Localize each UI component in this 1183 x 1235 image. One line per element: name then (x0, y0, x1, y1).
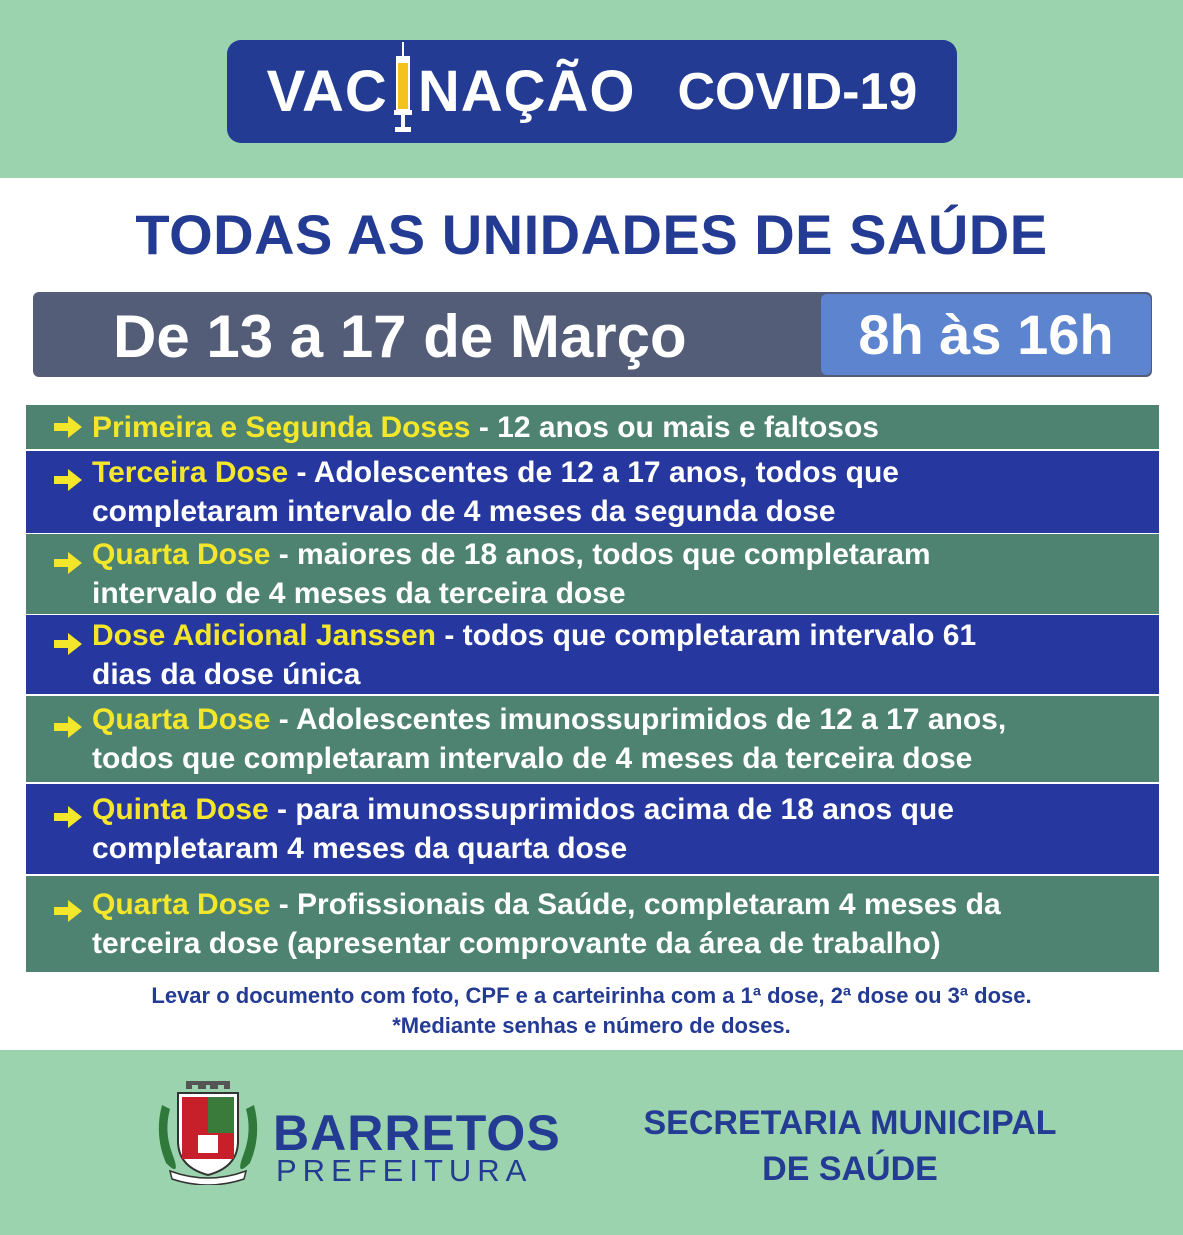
row-text-line2: dias da dose única (92, 657, 361, 691)
page-subtitle: TODAS AS UNIDADES DE SAÚDE (135, 203, 1048, 266)
title-text-part1: VAC (266, 59, 388, 124)
schedule-row (26, 876, 1159, 972)
row-text-line2: intervalo de 4 meses da terceira dose (92, 577, 626, 610)
schedule-row (26, 534, 1159, 614)
row-highlight: Quarta Dose (92, 888, 271, 921)
documents-note: Levar o documento com foto, CPF e a carteirinha com a 1ª dose, 2ª dose ou 3ª dose. (151, 983, 1032, 1008)
city-crest-icon (152, 1075, 264, 1185)
row-text: - Adolescentes imunossuprimidos de 12 a 17 anos, (270, 703, 1007, 736)
schedule-row (26, 696, 1159, 782)
row-highlight: Terceira Dose (92, 456, 289, 489)
row-highlight: Quinta Dose (92, 793, 269, 826)
schedule-list (26, 405, 1159, 972)
arrow-right-icon (54, 806, 82, 828)
arrow-right-icon (54, 469, 82, 491)
title-banner (227, 40, 957, 143)
arrow-right-icon (54, 416, 82, 438)
title-text-part2: NAÇÃO (417, 59, 636, 124)
syringe-icon (390, 42, 416, 138)
schedule-row (26, 405, 1159, 449)
row-text-line2: terceira dose (apresentar comprovante da área de trabalho) (92, 927, 941, 960)
opening-hours: 8h às 16h (821, 294, 1151, 375)
row-highlight: Quarta Dose (92, 538, 271, 571)
schedule-row (26, 451, 1159, 533)
tickets-note: *Mediante senhas e número de doses. (392, 1013, 791, 1038)
row-text: - para imunossuprimidos acima de 18 anos que (268, 793, 954, 826)
title-covid: COVID-19 (677, 62, 918, 121)
row-text: - maiores de 18 anos, todos que completaram (270, 538, 931, 571)
date-bar (33, 292, 1152, 377)
row-highlight: Dose Adicional Janssen (92, 618, 437, 652)
brand-subtitle: PREFEITURA (276, 1153, 533, 1188)
arrow-right-icon (54, 900, 82, 922)
row-highlight: Quarta Dose (92, 703, 271, 736)
row-text: - Profissionais da Saúde, completaram 4 meses da (270, 888, 1001, 921)
row-text: - Adolescentes de 12 a 17 anos, todos que (288, 456, 899, 489)
brand-name: BARRETOS (273, 1105, 561, 1161)
row-text-line2: todos que completaram intervalo de 4 meses da terceira dose (92, 742, 973, 775)
row-highlight: Primeira e Segunda Doses (92, 410, 471, 444)
row-text-line2: completaram intervalo de 4 meses da segunda dose (92, 495, 836, 528)
title-vacinacao (267, 44, 636, 140)
arrow-right-icon (54, 716, 82, 738)
schedule-row (26, 784, 1159, 874)
arrow-right-icon (54, 552, 82, 574)
department-name (630, 1100, 1070, 1192)
row-text-line2: completaram 4 meses da quarta dose (92, 832, 628, 865)
department-line2: DE SAÚDE (762, 1150, 938, 1188)
arrow-right-icon (54, 633, 82, 655)
department-line1: SECRETARIA MUNICIPAL (643, 1104, 1057, 1142)
row-text: - todos que completaram intervalo 61 (436, 618, 977, 652)
row-text: - 12 anos ou mais e faltosos (470, 410, 879, 444)
schedule-row (26, 615, 1159, 694)
date-range: De 13 a 17 de Março (113, 303, 687, 370)
